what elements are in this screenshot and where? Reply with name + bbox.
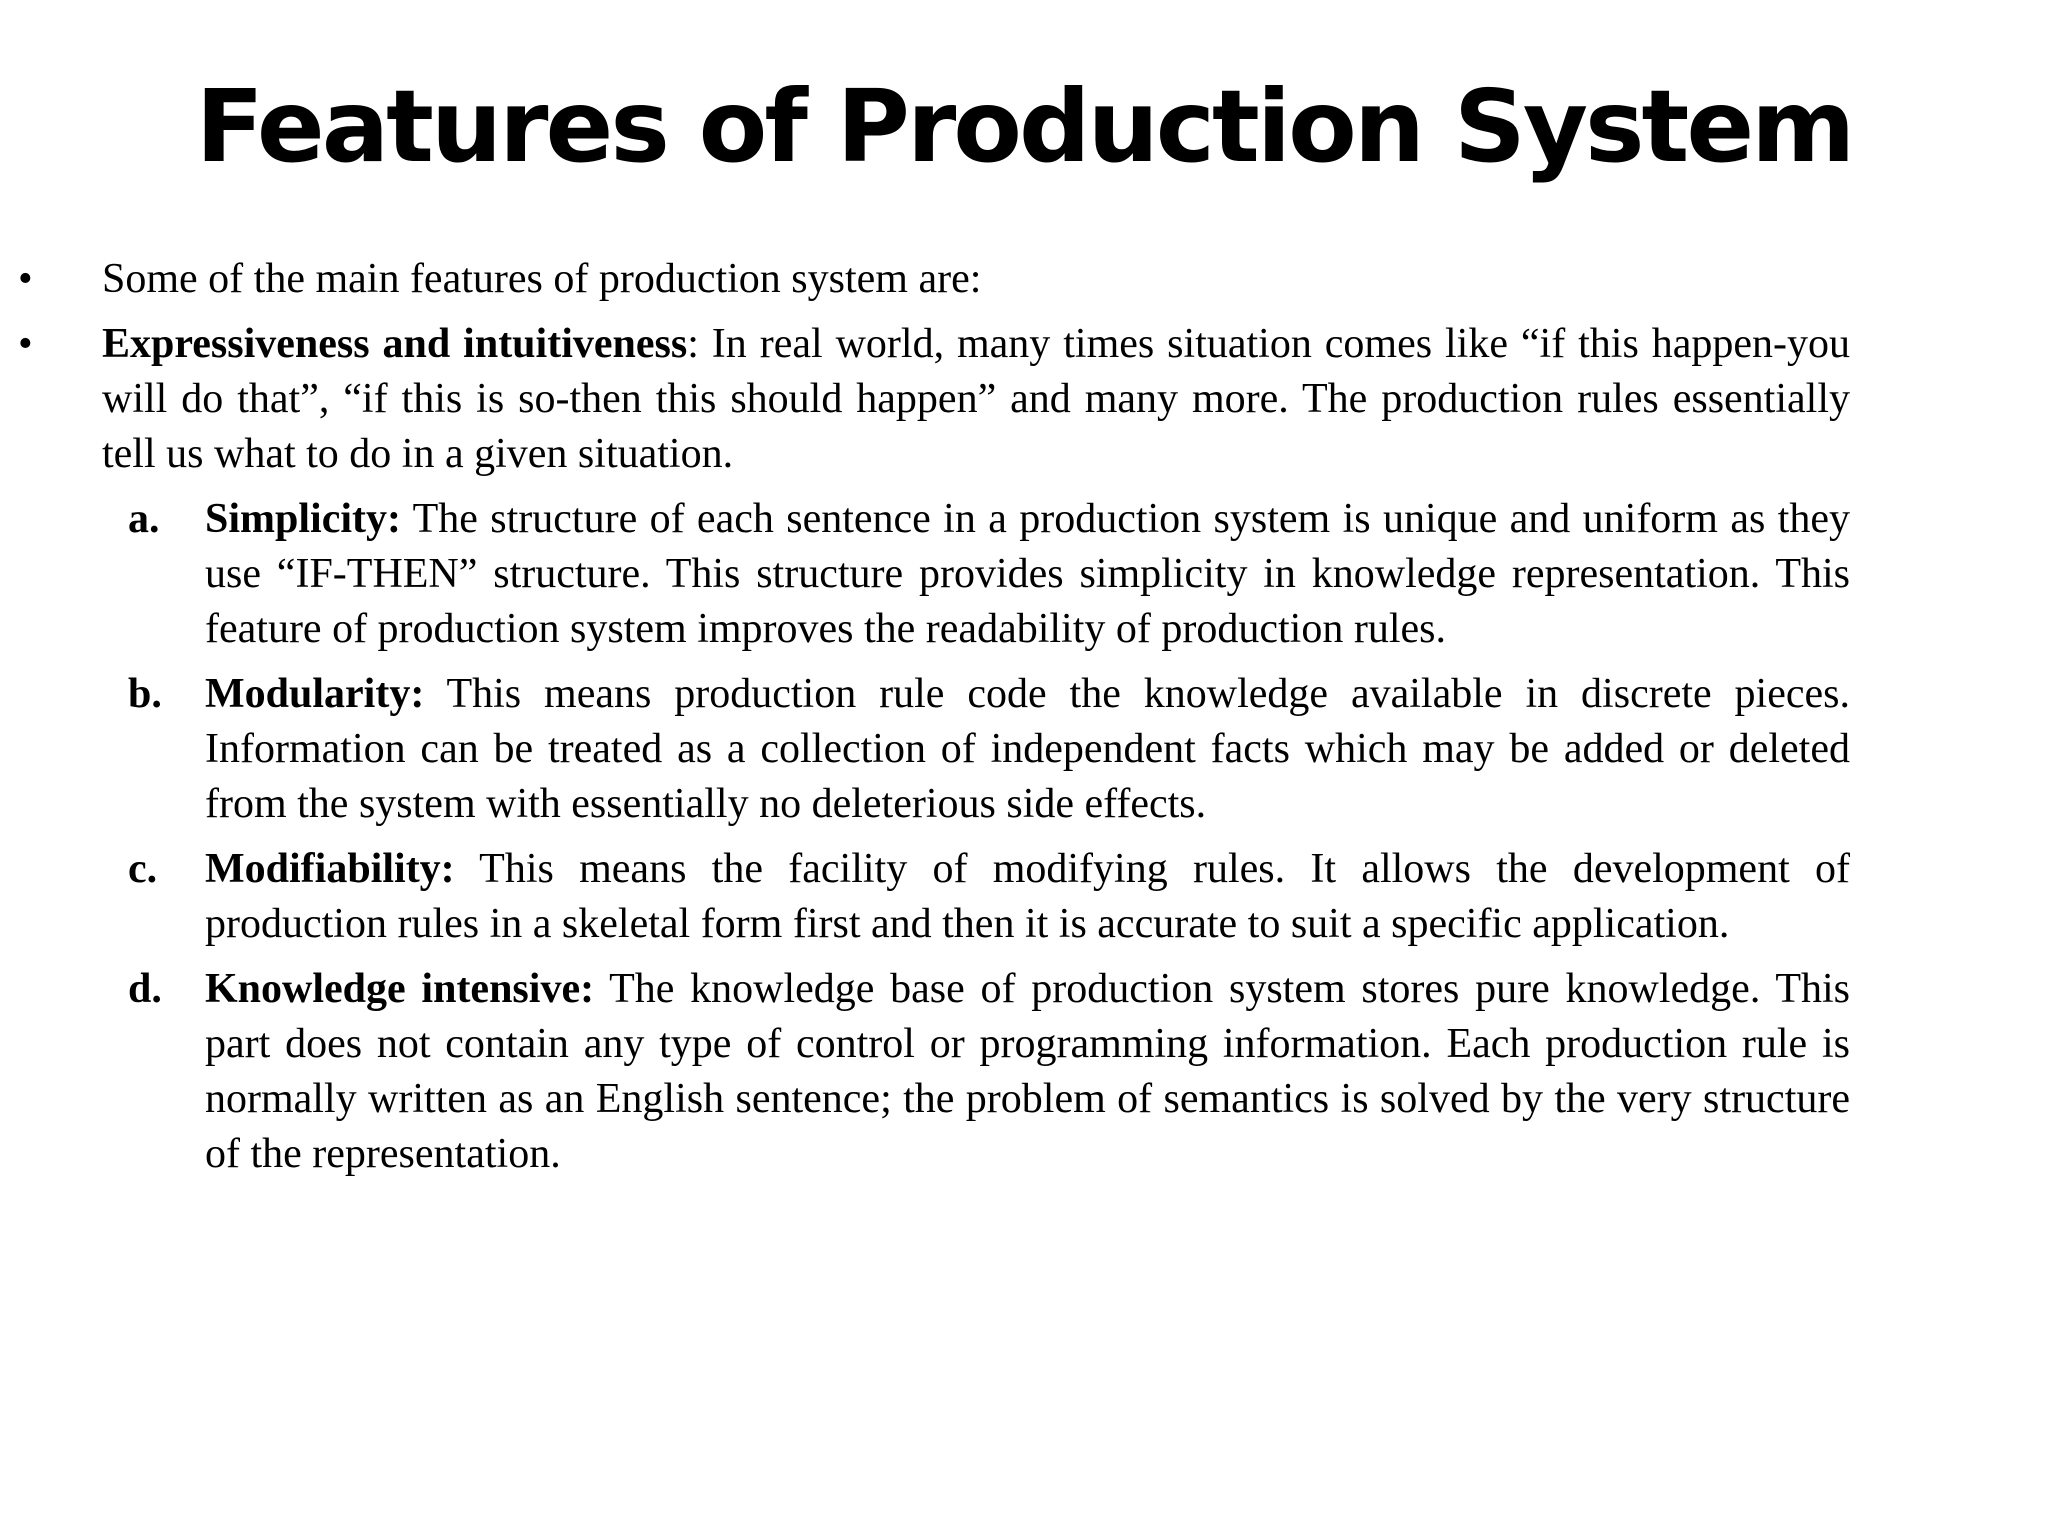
feature-term: Modularity: bbox=[205, 671, 425, 717]
bullet-intro bbox=[0, 252, 1850, 307]
bullet-text: : In real world, many times situation comes like “if this happen-you will do that”, “if this is so-then this should happen” and many more. The production rules essentially tell us what to do in a given situation. bbox=[102, 321, 1850, 477]
feature-knowledge-intensive bbox=[0, 962, 1850, 1182]
slide-title: Features of Production System bbox=[195, 68, 1853, 185]
slide-content bbox=[0, 252, 2048, 1192]
feature-marker: d. bbox=[128, 966, 162, 1012]
feature-text: This means production rule code the knowledge available in discrete pieces. Information can be treated as a collection of independent facts which may be added or deleted from the system with essentially no deleterious side effects. bbox=[205, 671, 1850, 827]
feature-term: Modifiability: bbox=[205, 846, 455, 892]
feature-text: This means the facility of modifying rules. It allows the development of production rules in a skeletal form first and then it is accurate to suit a specific application. bbox=[205, 846, 1850, 947]
bullet-icon: • bbox=[18, 321, 33, 367]
feature-modifiability bbox=[0, 842, 1850, 952]
feature-modularity bbox=[0, 667, 1850, 832]
feature-text: The knowledge base of production system stores pure knowledge. This part does not contain any type of control or programming information. Each production rule is normally written as an English sentence; the problem of semantics is solved by the very structure of the representation. bbox=[205, 966, 1850, 1177]
feature-list bbox=[0, 492, 2048, 1182]
feature-marker: b. bbox=[128, 671, 162, 717]
feature-term: Simplicity: bbox=[205, 496, 401, 542]
bullet-term: Expressiveness and intuitiveness bbox=[102, 321, 688, 367]
feature-marker: c. bbox=[128, 846, 158, 892]
feature-term: Knowledge intensive: bbox=[205, 966, 595, 1012]
feature-simplicity bbox=[0, 492, 1850, 657]
feature-text: The structure of each sentence in a production system is unique and uniform as they use “IF-THEN” structure. This structure provides simplicity in knowledge representation. This feature of production system improves the readability of production rules. bbox=[205, 496, 1850, 652]
bullet-expressiveness bbox=[0, 317, 1850, 482]
feature-marker: a. bbox=[128, 496, 160, 542]
bullet-icon: • bbox=[18, 256, 33, 302]
bullet-text: Some of the main features of production system are: bbox=[102, 256, 982, 302]
